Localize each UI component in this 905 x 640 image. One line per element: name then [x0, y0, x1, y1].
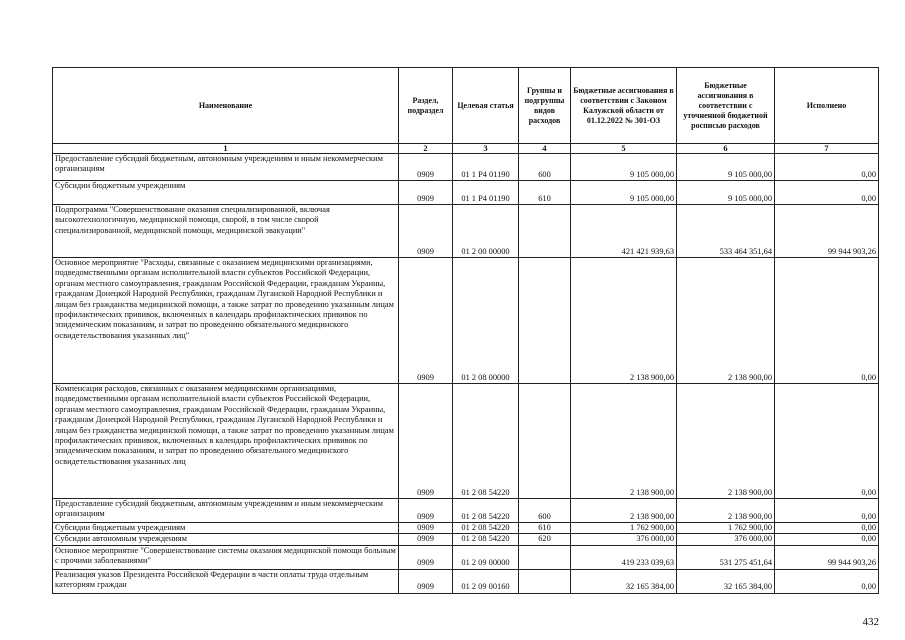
header-section: Раздел, подраздел [399, 68, 453, 144]
row-law: 376 000,00 [571, 534, 677, 545]
row-group [519, 384, 571, 499]
column-number: 6 [677, 144, 775, 154]
row-group: 610 [519, 181, 571, 205]
row-name: Предоставление субсидий бюджетным, автономным учреждениям и иным некоммерческим организациям [53, 154, 399, 181]
row-target: 01 1 P4 01190 [453, 154, 519, 181]
row-group: 600 [519, 154, 571, 181]
row-law: 9 105 000,00 [571, 181, 677, 205]
row-law: 9 105 000,00 [571, 154, 677, 181]
row-name: Основное мероприятие "Расходы, связанные с оказанием медицинскими организациями, подведомственными органам исполнительной власти субъектов Российской Федерации, органам местного самоуправления, гражданам Российской Федерации, гражданам Украины, гражданам Донецкой Народной Республики, гражданам Луганской Народной Республики и лицам без гражданства медицинской помощи, а также затрат по проведению указанным лицам профилактических прививок, включенных в календарь профилактических прививок по эпидемическим показаниям, и затрат по проведению обязательного медицинского освидетельствования указанных лиц" [53, 258, 399, 384]
row-target: 01 2 08 54220 [453, 523, 519, 534]
row-name: Основное мероприятие "Совершенствование системы оказания медицинской помощи больным с прочими заболеваниями" [53, 545, 399, 569]
column-number: 3 [453, 144, 519, 154]
table-row [53, 205, 879, 258]
row-section: 0909 [399, 545, 453, 569]
row-section: 0909 [399, 181, 453, 205]
row-refined: 32 165 384,00 [677, 569, 775, 593]
row-executed: 0,00 [775, 534, 879, 545]
row-target: 01 2 08 00000 [453, 258, 519, 384]
row-refined: 2 138 900,00 [677, 258, 775, 384]
row-target: 01 1 P4 01190 [453, 181, 519, 205]
row-name: Реализация указов Президента Российской Федерации в части оплаты труда отдельным категориям граждан [53, 569, 399, 593]
table-row [53, 499, 879, 523]
header-target: Целевая статья [453, 68, 519, 144]
row-target: 01 2 09 00160 [453, 569, 519, 593]
row-refined: 2 138 900,00 [677, 384, 775, 499]
budget-table [52, 67, 879, 594]
column-number: 5 [571, 144, 677, 154]
row-target: 01 2 09 00000 [453, 545, 519, 569]
row-executed: 0,00 [775, 569, 879, 593]
table-row [53, 258, 879, 384]
page-number: 432 [862, 616, 879, 628]
row-name: Компенсация расходов, связанных с оказанием медицинскими организациями, подведомственными органам исполнительной власти субъектов Российской Федерации, органам местного самоуправления, гражданам Российской Федерации, гражданам Украины, гражданам Донецкой Народной Республики, гражданам Луганской Народной Республики и лицам без гражданства медицинской помощи, а также затрат по проведению указанным лицам профилактических прививок, включенных в календарь профилактических прививок по эпидемическим показаниям, и затрат по проведению обязательного медицинского освидетельствования указанных лиц [53, 384, 399, 499]
row-group: 600 [519, 499, 571, 523]
row-law: 419 233 039,63 [571, 545, 677, 569]
table-row [53, 545, 879, 569]
row-refined: 2 138 900,00 [677, 499, 775, 523]
row-group [519, 545, 571, 569]
row-refined: 9 105 000,00 [677, 181, 775, 205]
row-law: 2 138 900,00 [571, 499, 677, 523]
row-name: Субсидии бюджетным учреждениям [53, 523, 399, 534]
header-executed: Исполнено [775, 68, 879, 144]
row-executed: 0,00 [775, 154, 879, 181]
row-target: 01 2 08 54220 [453, 534, 519, 545]
table-row [53, 181, 879, 205]
row-executed: 0,00 [775, 181, 879, 205]
row-executed: 99 944 903,26 [775, 545, 879, 569]
row-section: 0909 [399, 154, 453, 181]
row-group: 620 [519, 534, 571, 545]
row-executed: 0,00 [775, 384, 879, 499]
row-target: 01 2 08 54220 [453, 384, 519, 499]
row-target: 01 2 08 54220 [453, 499, 519, 523]
row-group: 610 [519, 523, 571, 534]
row-law: 1 762 900,00 [571, 523, 677, 534]
row-section: 0909 [399, 205, 453, 258]
row-law: 421 421 939,63 [571, 205, 677, 258]
row-name: Субсидии автономным учреждениям [53, 534, 399, 545]
column-number: 2 [399, 144, 453, 154]
row-executed: 0,00 [775, 523, 879, 534]
row-group [519, 205, 571, 258]
column-number: 1 [53, 144, 399, 154]
row-refined: 533 464 351,64 [677, 205, 775, 258]
row-executed: 99 944 903,26 [775, 205, 879, 258]
row-law: 2 138 900,00 [571, 384, 677, 499]
table-row [53, 569, 879, 593]
row-section: 0909 [399, 258, 453, 384]
table-row [53, 534, 879, 545]
row-group [519, 569, 571, 593]
row-section: 0909 [399, 384, 453, 499]
table-row [53, 523, 879, 534]
row-executed: 0,00 [775, 499, 879, 523]
column-number-row [53, 144, 879, 154]
row-law: 2 138 900,00 [571, 258, 677, 384]
header-law: Бюджетные ассигнования в соответствии с Законом Калужской области от 01.12.2022 № 301-ОЗ [571, 68, 677, 144]
table-row [53, 384, 879, 499]
row-refined: 376 000,00 [677, 534, 775, 545]
row-section: 0909 [399, 499, 453, 523]
header-row [53, 68, 879, 144]
row-name: Предоставление субсидий бюджетным, автономным учреждениям и иным некоммерческим организациям [53, 499, 399, 523]
column-number: 7 [775, 144, 879, 154]
column-number: 4 [519, 144, 571, 154]
row-refined: 9 105 000,00 [677, 154, 775, 181]
header-group: Группы и подгруппы видов расходов [519, 68, 571, 144]
row-executed: 0,00 [775, 258, 879, 384]
row-name: Подпрограмма "Совершенствование оказания специализированной, включая высокотехнологичную, медицинской помощи, скорой, в том числе скорой специализированной, медицинской помощи, медицинской эвакуации" [53, 205, 399, 258]
header-refined: Бюджетные ассигнования в соответствии с уточненной бюджетной росписью расходов [677, 68, 775, 144]
row-refined: 1 762 900,00 [677, 523, 775, 534]
table-row [53, 154, 879, 181]
row-name: Субсидии бюджетным учреждениям [53, 181, 399, 205]
header-name: Наименование [53, 68, 399, 144]
row-law: 32 165 384,00 [571, 569, 677, 593]
row-section: 0909 [399, 569, 453, 593]
row-group [519, 258, 571, 384]
row-section: 0909 [399, 523, 453, 534]
row-refined: 531 275 451,64 [677, 545, 775, 569]
row-target: 01 2 00 00000 [453, 205, 519, 258]
row-section: 0909 [399, 534, 453, 545]
